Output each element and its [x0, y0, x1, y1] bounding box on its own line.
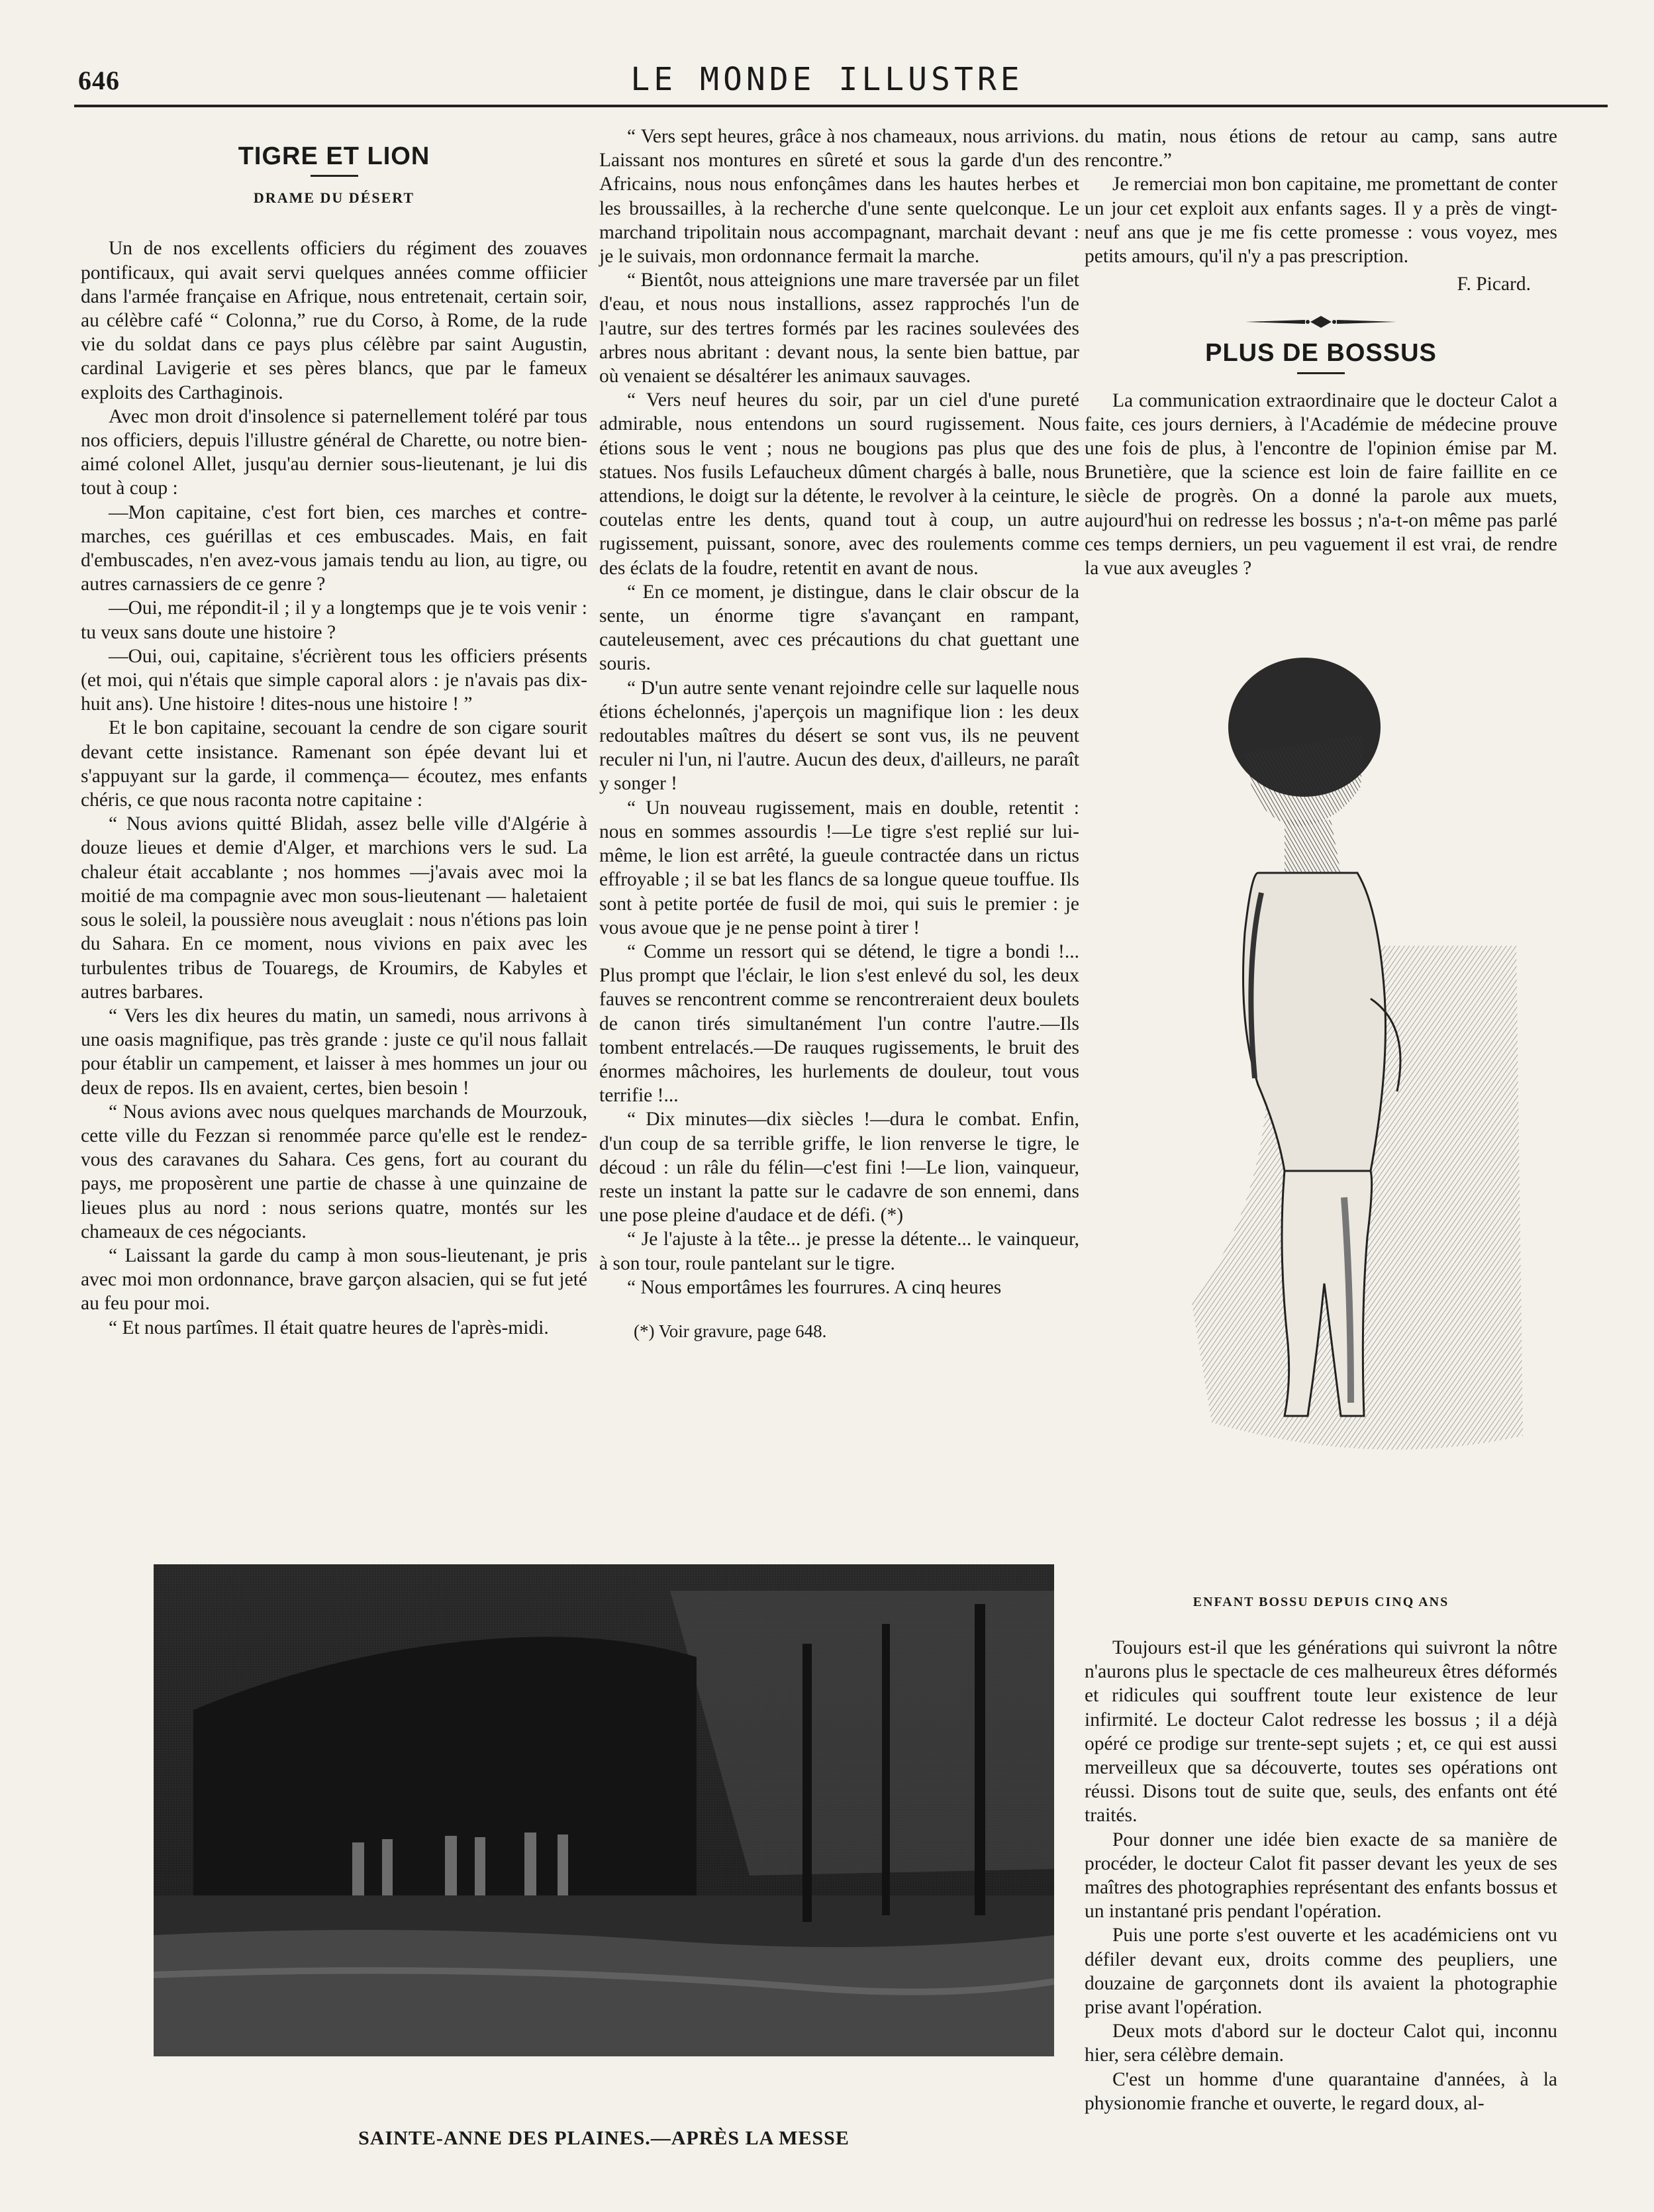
- column-1: [81, 125, 587, 1340]
- column-2: [599, 125, 1079, 1343]
- paragraph: “ Dix minutes—dix siècles !—dura le combat. Enfin, d'un coup de sa terrible griffe, le lion renverse le tigre, le découd : un râle du félin—c'est fini !—Le lion, vainqueur, reste un instant la patte sur le cadavre de son ennemi, dans une pose pleine d'audace et de défi. (*): [599, 1109, 1079, 1227]
- column-3-continued: [1085, 1636, 1557, 2115]
- paragraph: C'est un homme d'une quarantaine d'années, à la physionomie franche et ouverte, le regard doux, al-: [1085, 2068, 1557, 2114]
- paragraph: “ Nous emportâmes les fourrures. A cinq heures: [627, 1276, 1002, 1298]
- paragraph: “ Je l'ajuste à la tête... je presse la détente... le vainqueur, à son tour, roule pantelant sur le tigre.: [599, 1229, 1079, 1274]
- ornament-divider-icon: [1241, 315, 1400, 329]
- publication-title: LE MONDE ILLUSTRE: [630, 61, 1024, 98]
- paragraph: “ Vers neuf heures du soir, par un ciel d'une pureté admirable, nous entendons un sourd rugissement. Nous étions sous le vent ; nous ne bougions pas plus que des statues. Nos fusils Lefaucheux dûment chargés à balle, nous attendions, le doigt sur la détente, le revolver à la ceinture, le coutelas entre les dents, quand tout à coup, un autre rugissement, puissant, sonore, avec des roulements comme des éclats de la foudre, retentit en avant de nous.: [599, 389, 1079, 579]
- engraving-child-figure: [1172, 654, 1530, 1469]
- paragraph: La communication extraordinaire que le docteur Calot a faite, ces jours derniers, à l'Académie de médecine prouve une fois de plus, à l'encontre de l'opinion émise par M. Brunetière, que la science est loin de faire faillite en ce siècle de progrès. On a donné la parole aux muets, aujourd'hui on redresse les bossus ; n'a-t-on même pas parlé ces temps derniers, un peu vaguement il est vrai, de rendre la vue aux aveugles ?: [1085, 389, 1557, 579]
- paragraph: Un de nos excellents officiers du régiment des zouaves pontificaux, qui avait servi quelques années comme offiicier dans l'armée française en Afrique, nous entretenait, certain soir, au célèbre café “ Colonna,” rue du Corso, à Rome, de la rude vie du soldat dans ce pays plus célèbre par saint Augustin, cardinal Lavigerie et ses pères blancs, que par le fameux exploits des Carthaginois.: [81, 238, 587, 403]
- paragraph: “ Laissant la garde du camp à mon sous-lieutenant, je pris avec moi mon ordonnance, brave garçon alsacien, qui se fut jeté au feu pour moi.: [81, 1244, 587, 1315]
- photo-caption: SAINTE-ANNE DES PLAINES.—APRÈS LA MESSE: [358, 2127, 850, 2149]
- paragraph: Et le bon capitaine, secouant la cendre de son cigare sourit devant cette insistance. Ramenant son épée devant lui et s'appuyant sur la garde, il commença— écoutez, mes enfants chéris, ce que nous raconta notre capitaine :: [81, 717, 587, 811]
- paragraph: Pour donner une idée bien exacte de sa manière de procéder, le docteur Calot fit passer devant les yeux de ses maîtres des photographies représentant des enfants bossus et un instantané pris pendant l'opération.: [1085, 1829, 1557, 1923]
- column-3: [1085, 125, 1557, 580]
- paragraph: “ Comme un ressort qui se détend, le tigre a bondi !... Plus prompt que l'éclair, le lion s'est enlevé du sol, les deux fauves se rencontrent comme se rencontreraient deux boulets de canon tirés simultanément l'un contre l'autre.—Ils tombent entrelacés.—De rauques rugissements, le bruit des énormes mâchoires, les hurlements de douleur, tout vous terrifie !...: [599, 940, 1079, 1107]
- paragraph: “ Vers les dix heures du matin, un samedi, nous arrivons à une oasis magnifique, pas très grande : juste ce qu'il nous fallait pour établir un campement, et laisser à mes hommes un jour ou deux de repos. Ils en avaient, certes, bien besoin !: [81, 1005, 587, 1099]
- signature: F. Picard.: [1457, 274, 1531, 295]
- paragraph: Toujours est-il que les générations qui suivront la nôtre n'aurons plus le spectacle de ces malheureux êtres déformés et ridicules qui souffrent toute leur existence de leur infirmité. Le docteur Calot redresse les bossus ; il a déjà opéré ce prodige sur trente-sept sujets ; et, ce qui est aussi merveilleux que sa découverte, toutes ses opérations ont réussi. Disons tout de suite que, seuls, des enfants ont été traités.: [1085, 1637, 1557, 1827]
- title-rule: [1297, 372, 1345, 374]
- paragraph: “ Nous avions avec nous quelques marchands de Mourzouk, cette ville du Fezzan si renommée parce qu'elle est le rendez-vous des caravanes du Sahara. Ces gens, fort au courant du pays, me proposèrent une partie de chasse à une quinzaine de lieues plus au nord : nous serions quatre, montés sur les chameaux de ces négociants.: [81, 1101, 587, 1242]
- paragraph: Je remerciai mon bon capitaine, me promettant de conter un jour cet exploit aux enfants sages. Il y a près de vingt-neuf ans que je me fis cette promesse : vous voyez, mes petits amours, qu'il n'y a pas prescription.: [1085, 174, 1557, 268]
- paragraph: —Oui, oui, capitaine, s'écrièrent tous les officiers présents (et moi, qui n'étais que simple caporal alors : je n'avais pas dix-huit ans). Une histoire ! dites-nous une histoire ! ”: [81, 645, 587, 715]
- paragraph: “ Un nouveau rugissement, mais en double, retentit : nous en sommes assourdis !—Le tigre s'est replié sur lui-même, le lion est arrêté, la gueule contractée dans un rictus effroyable ; il se bat les flancs de sa longue queue touffue. Ils sont à petite portée de fusil de moi, qui suis le premier : je vous avoue que je ne pense point à tirer !: [599, 797, 1079, 938]
- article-title-tigre-et-lion: TIGRE ET LION: [238, 142, 430, 170]
- figure-caption: ENFANT BOSSU DEPUIS CINQ ANS: [1192, 1595, 1449, 1609]
- paragraph: “ D'un autre sente venant rejoindre celle sur laquelle nous étions échelonnés, j'aperçois un magnifique lion : les deux redoutables maîtres du désert se sont vus, ils ne peuvent reculer ni l'un, ni l'autre. Aucun des deux, d'ailleurs, ne paraît y songer !: [599, 677, 1079, 795]
- paragraph: —Mon capitaine, c'est fort bien, ces marches et contre-marches, ces guérillas et ces embuscades. Mais, en fait d'embuscades, n'en avez-vous jamais tendu au lion, au tigre, ou autres carnassiers de ce genre ?: [81, 501, 587, 595]
- paragraph: —Oui, me répondit-il ; il y a longtemps que je te vois venir : tu veux sans doute une histoire ?: [81, 597, 587, 643]
- paragraph: “ Et nous partîmes. Il était quatre heures de l'après-midi.: [109, 1317, 549, 1338]
- footnote: (*) Voir gravure, page 648.: [634, 1321, 827, 1341]
- header-rule: [74, 105, 1608, 107]
- paragraph: “ Bientôt, nous atteignions une mare traversée par un filet d'eau, et nous nous installions, assez rapprochés l'un de l'autre, sur des tertres formés par les racines soulevées des arbres nous abritant : devant nous, la sente bien battue, par où venaient se désaltérer les animaux sauvages.: [599, 270, 1079, 387]
- paragraph: du matin, nous étions de retour au camp, sans autre rencontre.”: [1085, 126, 1557, 172]
- paragraph: Puis une porte s'est ouverte et les académiciens ont vu défiler devant eux, droits comme des peupliers, une douzaine de garçonnets dont ils avaient la photographie prise avant l'opération.: [1085, 1925, 1557, 2019]
- paragraph: “ Vers sept heures, grâce à nos chameaux, nous arrivions. Laissant nos montures en sûreté et sous la garde d'un des Africains, nous nous enfonçâmes dans les hautes herbes et les broussailles, à la recherche d'une sente quelconque. Le marchand tripolitain nous accompagnant, marchait devant : je le suivais, mon ordonnance fermait la marche.: [599, 126, 1079, 268]
- article-subtitle: DRAME DU DÉSERT: [253, 189, 415, 207]
- paragraph: Avec mon droit d'insolence si paternellement toléré par tous nos officiers, depuis l'illustre général de Charette, ou notre bien-aimé colonel Allet, jusqu'au dernier sous-lieutenant, je lui dis tout à coup :: [81, 405, 587, 499]
- page-number: 646: [78, 66, 120, 95]
- paragraph: Deux mots d'abord sur le docteur Calot qui, inconnu hier, sera célèbre demain.: [1085, 2021, 1557, 2066]
- paragraph: “ Nous avions quitté Blidah, assez belle ville d'Algérie à douze lieues et demie d'Alger, et marchions vers le sud. La chaleur était accablante ; nos hommes —j'avais avec moi la moitié de ma compagnie avec mon sous-lieutenant — haletaient sous le soleil, la poussière nous aveuglait : nous n'étions pas loin du Sahara. En ce moment, nous vivions en paix avec les turbulentes tribus de Touaregs, de Kroumirs, de Kabyles et autres barbares.: [81, 813, 587, 1003]
- title-rule: [311, 175, 358, 177]
- photo-church-after-mass: [154, 1564, 1054, 2056]
- paragraph: “ En ce moment, je distingue, dans le clair obscur de la sente, un énorme tigre s'avançant en rampant, cauteleusement, avec ces précautions du chat guettant une souris.: [599, 581, 1079, 675]
- article-title-plus-de-bossus: PLUS DE BOSSUS: [1205, 339, 1437, 368]
